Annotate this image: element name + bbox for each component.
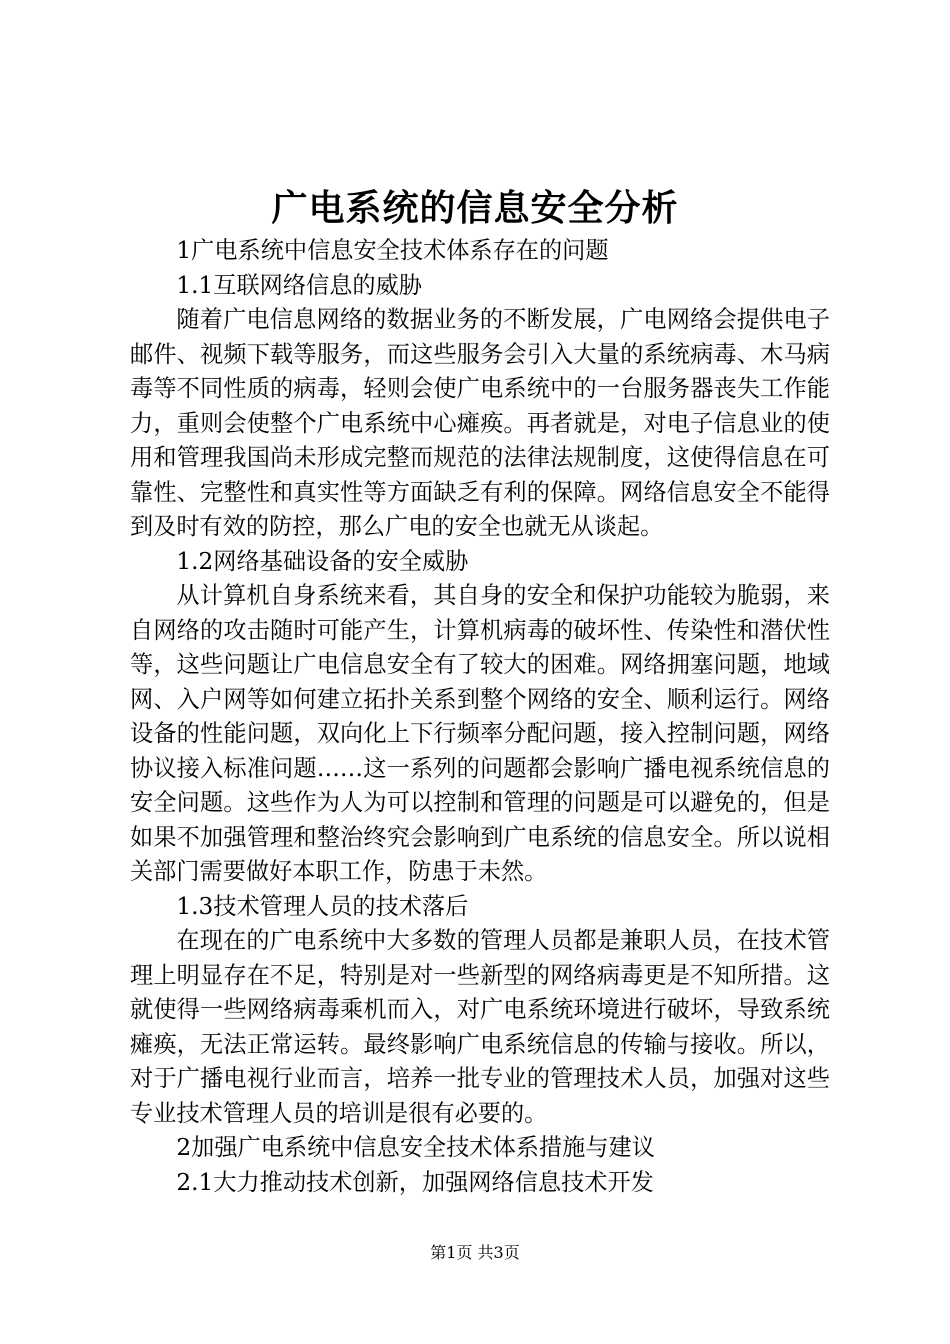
paragraph-1-3: 在现在的广电系统中大多数的管理人员都是兼职人员，在技术管理上明显存在不足，特别是对一些新型的网络病毒更是不知所措。这就使得一些网络病毒乘机而入，对广电系统环境进行破坏，导致系统瘫痪，无法正常运转。最终影响广电系统信息的传输与接收。所以，对于广播电视行业而言，培养一批专业的管理技术人员，加强对这些专业技术管理人员的培训是很有必要的。 bbox=[130, 927, 830, 1127]
subsection-heading-1-3: 1.3技术管理人员的技术落后 bbox=[176, 892, 469, 920]
section-heading-1: 1广电系统中信息安全技术体系存在的问题 bbox=[176, 237, 609, 264]
document-body bbox=[130, 234, 830, 1200]
subsection-heading-1-2: 1.2网络基础设备的安全威胁 bbox=[176, 547, 469, 575]
paragraph-1-1: 随着广电信息网络的数据业务的不断发展，广电网络会提供电子邮件、视频下载等服务，而这些服务会引入大量的系统病毒、木马病毒等不同性质的病毒，轻则会使广电系统中的一台服务器丧失工作能力，重则会使整个广电系统中心瘫痪。再者就是，对电子信息业的使用和管理我国尚未形成完整而规范的法律法规制度，这使得信息在可靠性、完整性和真实性等方面缺乏有利的保障。网络信息安全不能得到及时有效的防控，那么广电的安全也就无从谈起。 bbox=[130, 306, 830, 540]
subsection-heading-2-1: 2.1大力推动技术创新，加强网络信息技术开发 bbox=[176, 1168, 654, 1196]
document-title: 广电系统的信息安全分析 bbox=[271, 188, 679, 229]
page-footer: 第1页 共3页 bbox=[430, 1243, 520, 1262]
section-heading-2: 2加强广电系统中信息安全技术体系措施与建议 bbox=[176, 1134, 655, 1161]
paragraph-1-2: 从计算机自身系统来看，其自身的安全和保护功能较为脆弱，来自网络的攻击随时可能产生，计算机病毒的破坏性、传染性和潜伏性等，这些问题让广电信息安全有了较大的困难。网络拥塞问题，地域网、入户网等如何建立拓扑关系到整个网络的安全、顺利运行。网络设备的性能问题，双向化上下行频率分配问题，接入控制问题，网络协议接入标准问题……这一系列的问题都会影响广播电视系统信息的安全问题。这些作为人为可以控制和管理的问题是可以避免的，但是如果不加强管理和整治终究会影响到广电系统的信息安全。所以说相关部门需要做好本职工作，防患于未然。 bbox=[130, 582, 830, 885]
subsection-heading-1-1: 1.1互联网络信息的威胁 bbox=[176, 271, 422, 299]
